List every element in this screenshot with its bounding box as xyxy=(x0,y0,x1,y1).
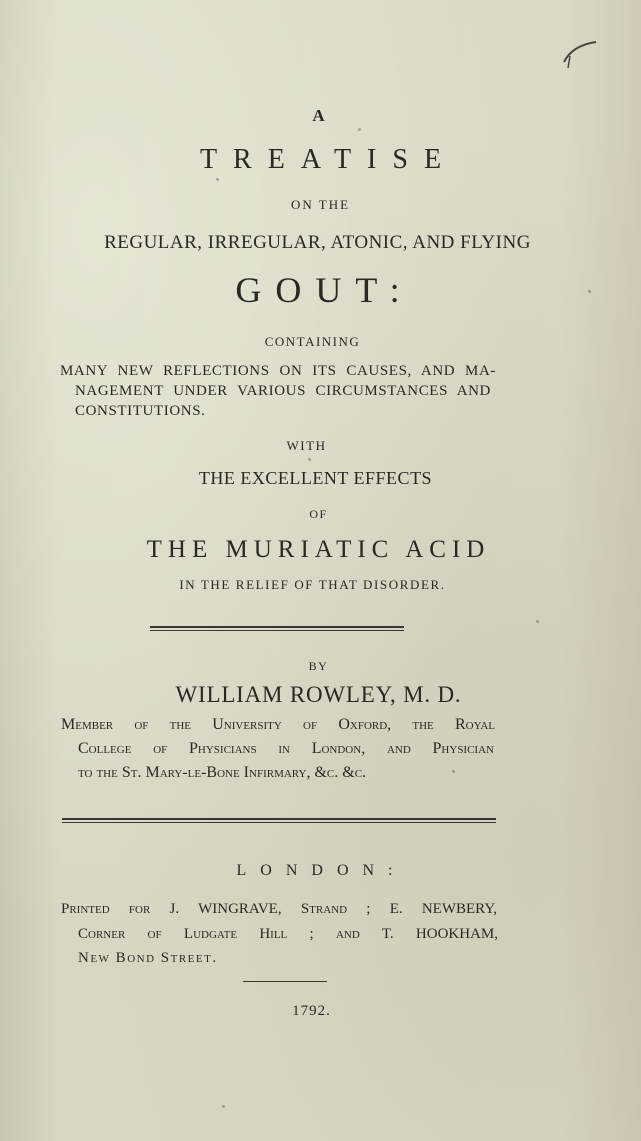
short-rule-divider xyxy=(243,981,327,982)
of-line: OF xyxy=(309,507,328,521)
imprint-line-3: New Bond Street. xyxy=(78,950,218,966)
credentials-line-1: Member of the University of Oxford, the Royal xyxy=(61,716,495,733)
muriatic-acid-line: THE MURIATIC ACID xyxy=(146,536,491,563)
gout-kinds-line: REGULAR, IRREGULAR, ATONIC, AND FLYING xyxy=(104,232,531,253)
paper-speck xyxy=(308,458,311,461)
publication-year: 1792. xyxy=(292,1003,331,1019)
with-line: WITH xyxy=(286,438,327,453)
credentials-line-2: College of Physicians in London, and Physician xyxy=(78,740,494,757)
description-line-2: NAGEMENT UNDER VARIOUS CIRCUMSTANCES AND xyxy=(75,383,491,399)
ink-mark-icon xyxy=(560,40,600,70)
relief-line: IN THE RELIEF OF THAT DISORDER. xyxy=(179,577,446,592)
description-line-1: MANY NEW REFLECTIONS ON ITS CAUSES, AND MA- xyxy=(60,363,496,379)
paper-speck xyxy=(452,770,455,773)
title-treatise: TREATISE xyxy=(199,144,458,175)
paper-speck xyxy=(588,290,591,293)
article-a: A xyxy=(312,106,325,125)
imprint-line-1: Printed for J. WINGRAVE, Strand ; E. NEWBERY, xyxy=(61,901,497,917)
credentials-line-3: to the St. Mary-le-Bone Infirmary, &c. &c. xyxy=(78,764,367,781)
imprint-city: LONDON: xyxy=(236,862,407,879)
imprint-line-2: Corner of Ludgate Hill ; and T. HOOKHAM, xyxy=(78,926,498,942)
on-the-line: ON THE xyxy=(290,197,351,212)
by-line: BY xyxy=(308,659,329,673)
title-gout: GOUT: xyxy=(235,270,414,310)
paper-speck xyxy=(358,128,361,131)
containing-line: CONTAINING xyxy=(264,334,361,349)
double-rule-divider xyxy=(150,626,404,628)
description-line-3: CONSTITUTIONS. xyxy=(75,403,206,419)
paper-speck xyxy=(216,178,219,181)
double-rule-divider xyxy=(62,818,496,820)
author-name: WILLIAM ROWLEY, M. D. xyxy=(175,682,462,707)
paper-speck xyxy=(222,1105,225,1108)
paper-speck xyxy=(536,620,539,623)
effects-line: THE EXCELLENT EFFECTS xyxy=(198,468,433,488)
